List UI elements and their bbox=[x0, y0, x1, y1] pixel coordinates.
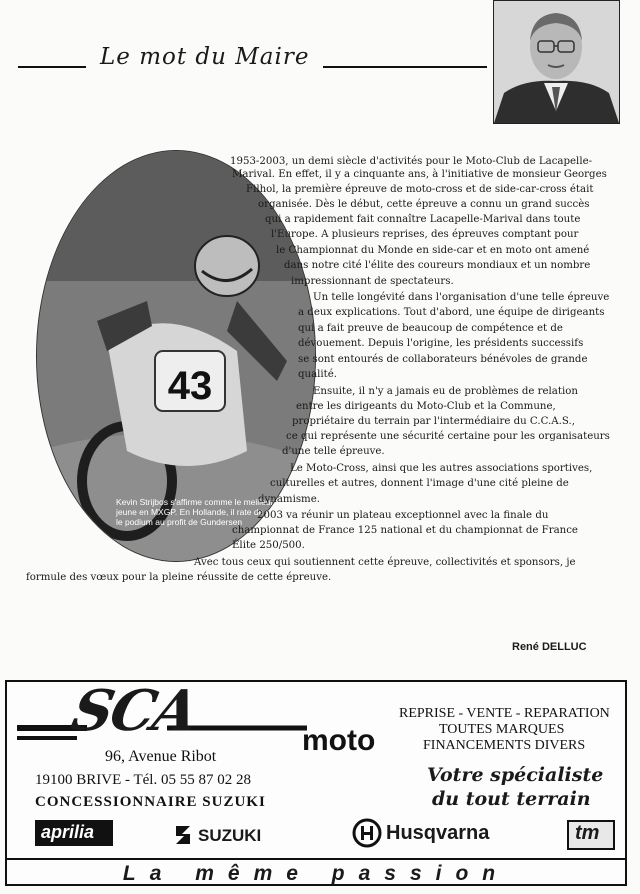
signature: René DELLUC bbox=[512, 641, 587, 653]
body-line: impressionnant de spectateurs. bbox=[291, 276, 454, 287]
aprilia-logo-text: aprilia bbox=[41, 822, 95, 842]
body-line: le Championnat du Monde en side-car et en moto ont amené bbox=[276, 245, 590, 256]
sca-logo-text: SCA bbox=[65, 678, 203, 744]
body-line: qualité. bbox=[298, 369, 338, 380]
body-line: Ensuite, il n'y a jamais eu de problèmes de relation bbox=[313, 386, 578, 397]
body-line: qui a rapidement fait connaître Lacapelle-Marival dans toute bbox=[265, 214, 581, 225]
mayor-portrait bbox=[493, 0, 620, 124]
body-line: dévouement. Depuis l'origine, les présidents successifs bbox=[298, 338, 584, 349]
body-line: Un telle longévité dans l'organisation d'une telle épreuve bbox=[313, 292, 610, 303]
advertisement bbox=[5, 680, 627, 886]
slogan-line-1: Votre spécialiste bbox=[427, 764, 604, 786]
body-line: l'Europe. A plusieurs reprises, des épreuves comptant pour bbox=[271, 229, 579, 240]
moto-logo-text: moto bbox=[302, 724, 376, 757]
photo-caption: Kevin Strijbos s'affirme comme le meilleur jeune en MXGP. En Hollande, il rate de peu le podium au profit de Gundersen bbox=[116, 497, 280, 527]
body-line: formule des vœux pour la pleine réussite de cette épreuve. bbox=[26, 572, 332, 583]
page-title: Le mot du Maire bbox=[100, 44, 310, 70]
aprilia-logo bbox=[35, 820, 113, 846]
body-line: championnat de France 125 national et du championnat de France bbox=[232, 525, 578, 536]
body-line: propriétaire du terrain par l'intermédiaire du C.C.A.S., bbox=[292, 416, 575, 427]
service-line: TOUTES MARQUES bbox=[439, 722, 565, 737]
body-line: a deux explications. Tout d'abord, une équipe de dirigeants bbox=[298, 307, 605, 318]
tm-logo bbox=[567, 820, 615, 850]
address: 96, Avenue Ribot bbox=[105, 748, 217, 765]
tagline-bar bbox=[7, 858, 625, 884]
tagline: La même passion bbox=[122, 862, 510, 885]
body-line: Le Moto-Cross, ainsi que les autres associations sportives, bbox=[290, 463, 593, 474]
body-line: entre les dirigeants du Moto-Club et la Commune, bbox=[296, 401, 556, 412]
body-line: Marival. En effet, il y a cinquante ans, à l'initiative de monsieur Georges bbox=[232, 169, 607, 180]
tm-logo-text: tm bbox=[575, 822, 600, 844]
suzuki-logo-text: SUZUKI bbox=[198, 826, 262, 845]
dealer-label: CONCESSIONNAIRE SUZUKI bbox=[35, 794, 266, 810]
slogan-line-2: du tout terrain bbox=[432, 788, 591, 810]
suzuki-s-icon bbox=[172, 824, 194, 846]
husqvarna-logo-text: Husqvarna bbox=[386, 822, 490, 844]
body-line: Avec tous ceux qui soutiennent cette épreuve, collectivités et sponsors, je bbox=[194, 557, 576, 568]
service-line: REPRISE - VENTE - REPARATION bbox=[399, 706, 610, 721]
husqvarna-logo bbox=[352, 816, 502, 848]
sca-logo bbox=[17, 678, 317, 748]
body-line: 2003 va réunir un plateau exceptionnel avec la finale du bbox=[257, 510, 549, 521]
bib-number: 43 bbox=[167, 364, 213, 408]
body-line: ce qui représente une sécurité certaine pour les organisateurs bbox=[286, 431, 610, 442]
body-line: d'une telle épreuve. bbox=[282, 446, 385, 457]
body-line: dynamisme. bbox=[258, 494, 320, 505]
header-rule-right bbox=[323, 66, 487, 68]
body-line: culturelles et autres, donnent l'image d'une cité pleine de bbox=[270, 478, 569, 489]
husqvarna-crown-icon bbox=[352, 816, 382, 848]
service-line: FINANCEMENTS DIVERS bbox=[423, 738, 586, 753]
city-phone: 19100 BRIVE - Tél. 05 55 87 02 28 bbox=[35, 772, 251, 788]
suzuki-logo bbox=[172, 822, 292, 848]
body-line: organisée. Dès le début, cette épreuve a connu un grand succès bbox=[258, 199, 590, 210]
body-line: qui a fait preuve de beaucoup de compétence et de bbox=[298, 323, 563, 334]
body-line: 1953-2003, un demi siècle d'activités pour le Moto-Club de Lacapelle- bbox=[230, 156, 593, 167]
body-line: Filhol, la première épreuve de moto-cross et de side-car-cross était bbox=[246, 184, 594, 195]
body-line: dans notre cité l'élite des coureurs mondiaux et un nombre bbox=[284, 260, 591, 271]
body-line: Élite 250/500. bbox=[232, 540, 305, 551]
header-rule-left bbox=[18, 66, 86, 68]
body-line: se sont entourés de collaborateurs bénévoles de grande bbox=[298, 354, 588, 365]
